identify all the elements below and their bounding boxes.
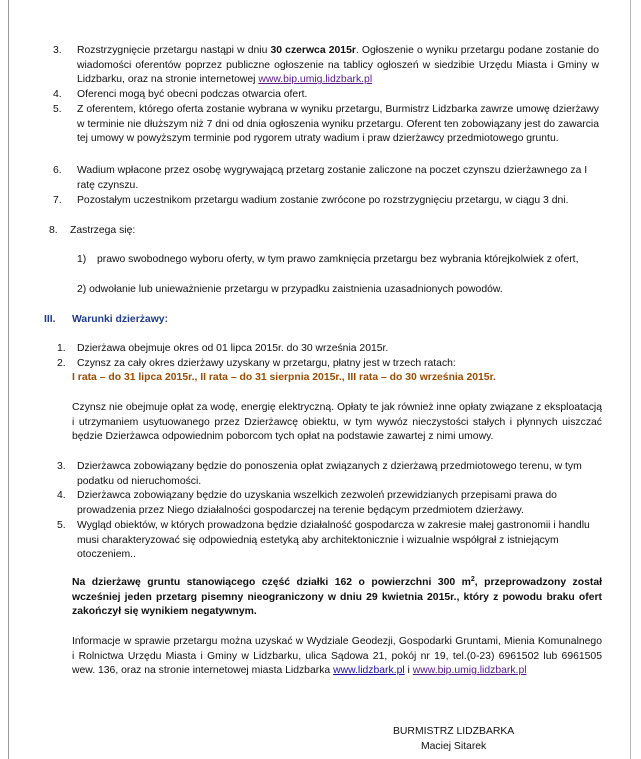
condition-period: Dzierżawa obejmuje okres od 01 lipca 2015r. do 30 września 2015r. (77, 343, 389, 354)
lidzbark-link[interactable]: www.lidzbark.pl (333, 665, 405, 677)
link-separator: i (404, 665, 413, 677)
item-number: 2. (57, 358, 66, 369)
item-number: 3. (53, 45, 62, 56)
sub-item-number: 1) (77, 254, 87, 265)
superscript: 2 (470, 576, 475, 583)
paragraph-text: Na dzierżawę gruntu stanowiącego część działki 162 o powierzchni 300 m (72, 577, 471, 588)
section-number: III. (44, 314, 56, 325)
list-item-lease-contract: Z oferentem, którego oferta zostanie wybrana w wyniku przetargu, Burmistrz Lidzbarka zawrze umowę dzierżawy w terminie nie dłuższym niż 7 dni od dnia ogłoszenia wyniku przetargu. Oferent ten zobowiązany jest do zawarcia tej umowy w powyższym terminie pod rygorem utraty wadium i praw dzierżawcy przedmiotowego gruntu. (77, 104, 599, 145)
bip-link[interactable]: www.bip.umig.lidzbark.pl (258, 74, 373, 86)
item-number: 4. (53, 89, 62, 100)
signature-title: BURMISTRZ LIDZBARKA (393, 726, 515, 737)
item-text: Rozstrzygnięcie przetargu nastąpi w dniu (77, 45, 271, 56)
condition-rent-installments: Czynsz za cały okres dzierżawy uzyskany w przetargu, płatny jest w trzech ratach: (77, 358, 456, 369)
item-number: 1. (57, 343, 66, 354)
item-number: 8. (49, 225, 58, 236)
signature-name: Maciej Sitarek (421, 741, 487, 752)
list-item-settlement (77, 44, 599, 88)
condition-fees: Dzierżawca zobowiązany będzie do ponoszenia opłat związanych z dzierżawą przedmiotowego terenu, w tym podatku od nieruchomości. (77, 461, 582, 487)
list-item-deposit-return: Pozostałym uczestnikom przetargu wadium zostanie zwrócone po rozstrzygnięciu przetargu, w ciągu 3 dni. (77, 195, 569, 206)
list-item-bidders-present: Oferenci mogą być obecni podczas otwarcia ofert. (77, 89, 308, 100)
page-border-right (630, 0, 631, 759)
paragraph-text: , przeprowadzony został wcześniej jeden przetarg pisemny nieograniczony w dniu 29 kwietnia 2015r., który z powodu braku ofert zakończył się wynikiem negatywnym. (72, 577, 602, 618)
installment-dates: I rata – do 31 lipca 2015r., II rata – do 31 sierpnia 2015r., III rata – do 30 września 2015r. (72, 372, 496, 383)
bip-link[interactable]: www.bip.umig.lidzbark.pl (412, 665, 527, 677)
previous-tender-paragraph (72, 576, 602, 620)
item-number: 6. (53, 165, 62, 176)
section-heading: Warunki dzierżawy: (72, 314, 169, 325)
item-number: 7. (53, 195, 62, 206)
condition-appearance: Wygląd obiektów, w których prowadzona będzie działalność gospodarcza w zakresie małej gastronomii i handlu musi charakteryzować się odpowiednią estetyką aby architektonicznie i wizualnie współgrał z istniejącym otoczeniem.. (77, 520, 590, 561)
item-number: 4. (57, 490, 66, 501)
item-number: 3. (57, 461, 66, 472)
contact-info-paragraph (72, 635, 602, 679)
reservation-free-choice (97, 253, 603, 268)
list-item-deposit: Wadium wpłacone przez osobę wygrywającą przetarg zostanie zaliczone na poczet czynszu dzierżawnego za I ratę czynszu. (77, 165, 588, 191)
list-item-reservations: Zastrzega się: (70, 225, 136, 236)
item-number: 5. (53, 104, 62, 115)
item-number: 5. (57, 520, 66, 531)
condition-permits: Dzierżawca zobowiązany będzie do uzyskania wszelkich zezwoleń przewidzianych przepisami prawa do prowadzenia przez Niego działalności gospodarczej na terenie będącym przedmiotem dzierżawy. (77, 490, 557, 516)
reservation-text: prawo swobodnego wyboru oferty, w tym prawo zamknięcia przetargu bez wybrania którejkolwiek z ofert, (97, 254, 579, 265)
rent-exclusions-note: Czynsz nie obejmuje opłat za wodę, energię elektryczną. Opłaty te jak również inne opłaty związane z eksploatacją i utrzymaniem usytuowanego przez Dzierżawcę obiektu, w tym wywóz nieczystości stałych i płynnych uiszczać będzie Dzierżawca odpowiednim poborcom tych opłat na podstawie zawartej z nimi umowy. (72, 402, 602, 443)
settlement-date: 30 czerwca 2015r (270, 45, 356, 56)
reservation-cancellation: 2) odwołanie lub unieważnienie przetargu w przypadku zaistnienia uzasadnionych powodów. (77, 284, 503, 295)
item-text: . Ogłoszenie o wyniku przetargu podane zostanie do wiadomości oferentów poprzez publiczne ogłoszenie na tablicy ogłoszeń w siedzibie Urzędu Miasta i Gminy w Lidzbarku, oraz na stronie internetowej (77, 45, 599, 86)
page-border-left (8, 0, 9, 759)
paragraph-text: Informacje w sprawie przetargu można uzyskać w Wydziale Geodezji, Gospodarki Gruntami, Mienia Komunalnego i Rolnictwa Urzędu Miasta i Gminy w Lidzbarku, ulica Sądowa 21, pokój nr 19, tel.(0-23) 6961502 lub 6961505 wew. 136, oraz na stronie internetowej miasta Lidzbarka (72, 636, 602, 677)
